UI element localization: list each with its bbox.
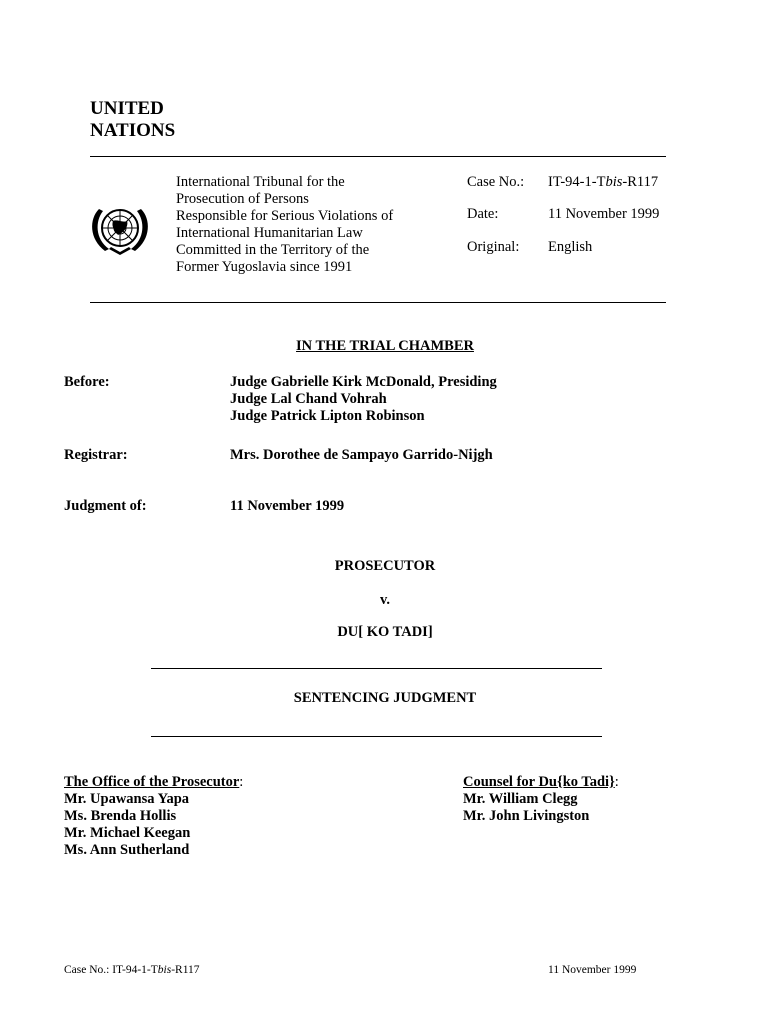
counsel-name: Mr. Upawansa Yapa [64,791,190,807]
prosecution-heading-row [64,774,243,791]
document-title: SENTENCING JUDGMENT [293,690,477,706]
judge-name: Judge Gabrielle Kirk McDonald, Presiding [230,374,497,390]
case-number-label: Case No.: [467,174,525,190]
chamber-heading: IN THE TRIAL CHAMBER [296,338,474,354]
defence-heading: Counsel for Du{ko Tadi} [463,774,615,790]
org-title-line2: NATIONS [90,120,176,141]
original-label: Original: [467,239,520,255]
tribunal-line: Committed in the Territory of the [176,242,370,258]
date-label: Date: [467,206,499,222]
judges-list [230,374,497,425]
title-bottom-divider [151,736,602,737]
footer-case-suffix: -R117 [171,964,200,976]
footer-date: 11 November 1999 [548,964,637,976]
counsel-name: Mr. Michael Keegan [64,825,191,841]
case-number-value [548,174,658,191]
tribunal-line: Former Yugoslavia since 1991 [176,259,353,275]
registrar-value: Mrs. Dorothee de Sampayo Garrido-Nijgh [230,447,493,463]
case-number-italic: bis [605,174,623,190]
judgment-date-label: Judgment of: [64,498,147,514]
header-bottom-divider [90,302,666,303]
case-number-prefix: IT-94-1-T [548,174,606,190]
org-title-line1: UNITED [90,98,164,119]
counsel-name: Mr. William Clegg [463,791,578,807]
versus-text: v. [379,592,391,608]
counsel-name: Mr. John Livingston [463,808,590,824]
footer-case-prefix: Case No.: IT-94-1-T [64,964,158,976]
prosecution-counsel [64,774,243,859]
tribunal-line: International Humanitarian Law [176,225,363,241]
judgment-date-value: 11 November 1999 [230,498,345,514]
tribunal-line: International Tribunal for the [176,174,345,190]
defence-heading-colon: : [614,774,619,790]
case-number-suffix: -R117 [622,174,659,190]
un-emblem-icon [85,201,155,257]
top-divider [90,156,666,157]
defence-heading-row [463,774,619,791]
registrar-label: Registrar: [64,447,128,463]
defence-counsel [463,774,619,825]
tribunal-line: Responsible for Serious Violations of [176,208,394,224]
counsel-name: Ms. Brenda Hollis [64,808,177,824]
judge-name: Judge Patrick Lipton Robinson [230,408,425,424]
counsel-name: Ms. Ann Sutherland [64,842,190,858]
before-label: Before: [64,374,110,390]
accused-name: DU[ KO TADI] [337,624,433,640]
tribunal-line: Prosecution of Persons [176,191,309,207]
tribunal-name [176,174,446,276]
prosecution-heading: The Office of the Prosecutor [64,774,240,790]
judge-name: Judge Lal Chand Vohrah [230,391,387,407]
org-title [90,98,175,142]
footer-case-italic: bis [157,964,172,976]
prosecution-heading-colon: : [239,774,244,790]
footer-case-number [64,964,200,976]
date-value: 11 November 1999 [548,206,660,222]
original-value: English [548,239,593,255]
title-top-divider [151,668,602,669]
prosecutor-title: PROSECUTOR [334,558,436,574]
